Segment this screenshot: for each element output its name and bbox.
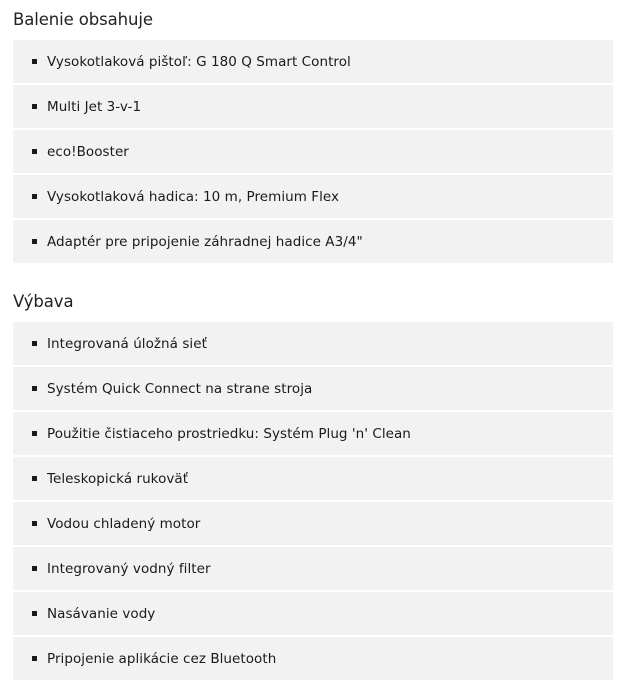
- list-item: [13, 85, 613, 128]
- bullet-icon: [32, 59, 37, 64]
- list-item-label: Vysokotlaková pištoľ: G 180 Q Smart Control: [47, 53, 351, 70]
- list-item: [13, 412, 613, 455]
- list-item-label: eco!Booster: [47, 143, 129, 160]
- list-item-label: Multi Jet 3-v-1: [47, 98, 142, 115]
- list-item: [13, 322, 613, 365]
- list-item-label: Systém Quick Connect na strane stroja: [47, 380, 313, 397]
- bullet-icon: [32, 194, 37, 199]
- list-item: [13, 40, 613, 83]
- list-item: [13, 130, 613, 173]
- bullet-icon: [32, 566, 37, 571]
- bullet-icon: [32, 239, 37, 244]
- list-item: [13, 457, 613, 500]
- bullet-icon: [32, 521, 37, 526]
- list-item: [13, 637, 613, 680]
- list-item-label: Vysokotlaková hadica: 10 m, Premium Flex: [47, 188, 340, 205]
- list-item-label: Vodou chladený motor: [47, 515, 201, 532]
- equipment-list: [13, 322, 613, 680]
- package-contents-title: Balenie obsahuje: [13, 10, 153, 29]
- equipment-section: [13, 282, 613, 682]
- list-item-label: Integrovaná úložná sieť: [47, 335, 207, 352]
- list-item: [13, 502, 613, 545]
- list-item-label: Nasávanie vody: [47, 605, 156, 622]
- bullet-icon: [32, 341, 37, 346]
- list-item-label: Použitie čistiaceho prostriedku: Systém Plug 'n' Clean: [47, 425, 411, 442]
- equipment-title: Výbava: [13, 292, 74, 311]
- bullet-icon: [32, 104, 37, 109]
- bullet-icon: [32, 476, 37, 481]
- list-item: [13, 367, 613, 410]
- package-contents-section: [13, 0, 613, 265]
- bullet-icon: [32, 386, 37, 391]
- package-contents-list: [13, 40, 613, 263]
- bullet-icon: [32, 149, 37, 154]
- bullet-icon: [32, 611, 37, 616]
- bullet-icon: [32, 656, 37, 661]
- list-item-label: Teleskopická rukoväť: [47, 470, 189, 487]
- bullet-icon: [32, 431, 37, 436]
- list-item: [13, 220, 613, 263]
- list-item: [13, 592, 613, 635]
- list-item-label: Adaptér pre pripojenie záhradnej hadice A3/4": [47, 233, 363, 250]
- list-item: [13, 547, 613, 590]
- list-item: [13, 175, 613, 218]
- list-item-label: Integrovaný vodný filter: [47, 560, 211, 577]
- list-item-label: Pripojenie aplikácie cez Bluetooth: [47, 650, 277, 667]
